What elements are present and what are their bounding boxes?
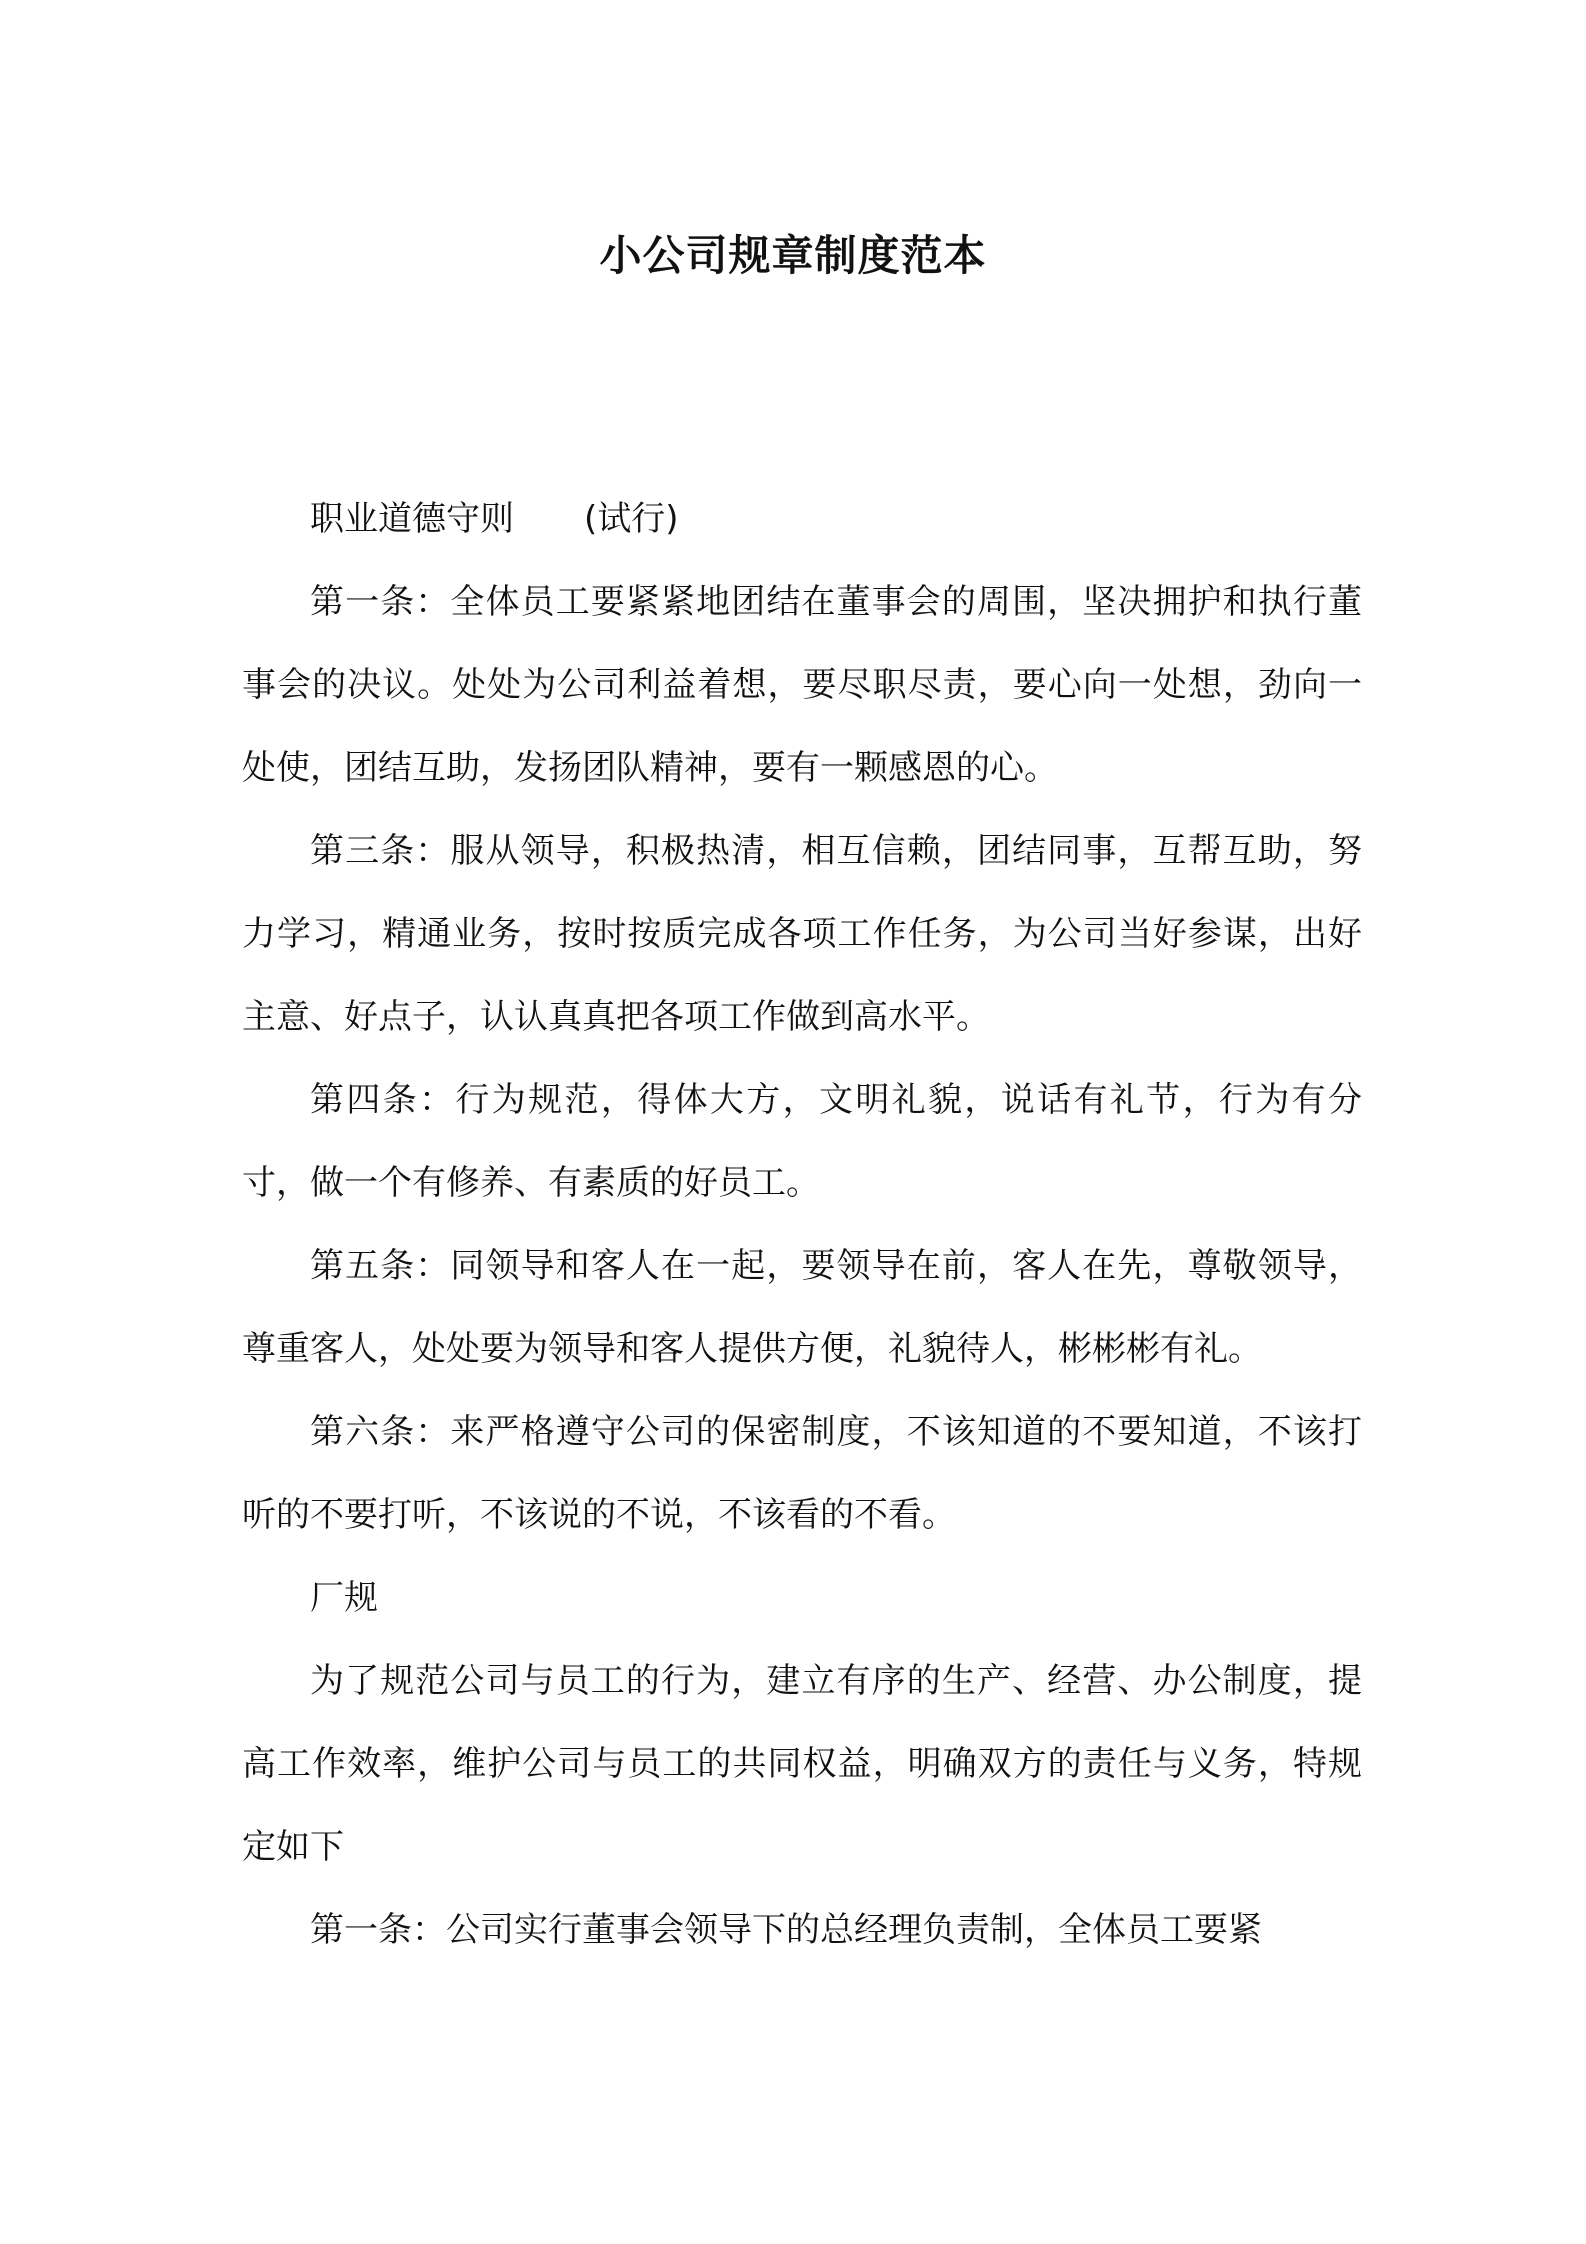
paragraph: 为了规范公司与员工的行为，建立有序的生产、经营、办公制度，提高工作效率，维护公司与员工的共同权益，明确双方的责任与义务，特规定如下 [242,1661,1362,1867]
paragraph: 第一条：全体员工要紧紧地团结在董事会的周围，坚决拥护和执行董事会的决议。处处为公司利益着想，要尽职尽责，要心向一处想，劲向一处使，团结互助，发扬团队精神，要有一颗感恩的心。 [242,582,1362,788]
section-heading-code-of-ethics [242,478,1362,561]
section-heading-factory-rules: 厂规 [310,1578,378,1618]
section-heading-text: 职业道德守则 [310,499,514,539]
section-heading-note: (试行) [584,499,679,539]
document-title: 小公司规章制度范本 [599,231,987,280]
paragraph: 第一条：公司实行董事会领导下的总经理负责制，全体员工要紧 [310,1910,1262,1950]
paragraph: 第四条：行为规范，得体大方，文明礼貌，说话有礼节，行为有分寸，做一个有修养、有素质的好员工。 [242,1080,1362,1203]
document-body [242,478,1362,1972]
paragraph: 第五条：同领导和客人在一起，要领导在前，客人在先，尊敬领导，尊重客人，处处要为领导和客人提供方便，礼貌待人，彬彬彬有礼。 [242,1246,1362,1369]
paragraph: 第六条：来严格遵守公司的保密制度，不该知道的不要知道，不该打听的不要打听，不该说的不说，不该看的不看。 [242,1412,1362,1535]
paragraph: 第三条：服从领导，积极热清，相互信赖，团结同事，互帮互助，努力学习，精通业务，按时按质完成各项工作任务，为公司当好参谋，出好主意、好点子，认认真真把各项工作做到高水平。 [242,831,1362,1037]
